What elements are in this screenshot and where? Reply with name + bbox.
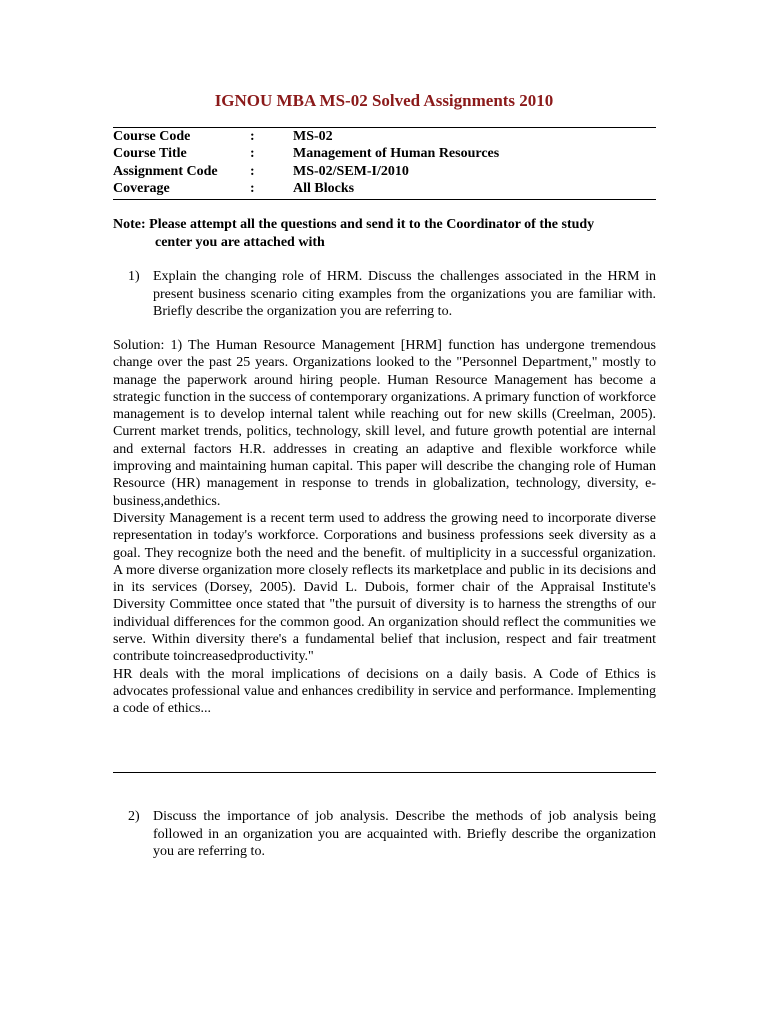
question-2-number: 2) bbox=[128, 809, 140, 824]
solution-paragraph-3: HR deals with the moral implications of decisions on a daily basis. A Code of Ethics is advocates professional value and enhances credibility in service and performance. Implementing a code of ethics... bbox=[113, 666, 656, 717]
note-line-2: center you are attached with bbox=[155, 234, 325, 250]
course-info-table bbox=[113, 128, 499, 197]
question-2-text: Discuss the importance of job analysis. Describe the methods of job analysis being followed in an organization you are acquainted with. Briefly describe the organization you are referring to. bbox=[153, 809, 656, 859]
coverage-label: Coverage bbox=[113, 180, 170, 196]
question-2 bbox=[128, 808, 656, 861]
assignment-code-label: Assignment Code bbox=[113, 163, 218, 179]
course-title-separator: : bbox=[250, 146, 255, 162]
question-1 bbox=[128, 268, 656, 321]
note bbox=[113, 216, 658, 251]
coverage-row bbox=[113, 180, 499, 197]
document-title: IGNOU MBA MS-02 Solved Assignments 2010 bbox=[214, 91, 554, 110]
course-title-row bbox=[113, 145, 499, 162]
assignment-code-row bbox=[113, 163, 499, 180]
question-1-text: Explain the changing role of HRM. Discuss the challenges associated in the HRM in present business scenario citing examples from the organizations you are familiar with. Briefly describe the organization you are referring to. bbox=[153, 269, 656, 319]
assignment-code-separator: : bbox=[250, 163, 255, 179]
course-title-value: Management of Human Resources bbox=[293, 146, 500, 162]
solution-paragraph-2: Diversity Management is a recent term used to address the growing need to incorporate diverse representation in today's workforce. Corporations and business professions seek diversity as a goal. They recognize both the need and the benefit. of multiplicity in a successful organization. A more diverse organization more closely reflects its marketplace and public in its decisions and in its services (Dorsey, 2005). David L. Dubois, former chair of the Appraisal Institute's Diversity Committee once stated that "the pursuit of diversity is to harness the strengths of our individual differences for the common good. An organization should reflect the communities we serve. Within diversity there's a fundamental belief that inclusion, respect and fair treatment contribute toincreasedproductivity." bbox=[113, 510, 656, 665]
solution-paragraph-1: Solution: 1) The Human Resource Management [HRM] function has undergone tremendous change over the past 25 years. Organizations looked to the "Personnel Department," mostly to manage the paperwork around hiring people. Human Resource Management has become a strategic function in the success of contemporary organizations. A primary function of workforce management is to develop internal talent while reaching out for new skills (Creelman, 2005). Current market trends, politics, technology, skill level, and future growth potential are internal and external factors H.R. addresses in creating an adaptive and flexible workforce while improving and maintaining human capital. This paper will describe the changing role of Human Resource (HR) management in response to trends in globalization, technology, diversity, e-business,andethics. bbox=[113, 338, 656, 509]
note-line-1: Note: Please attempt all the questions and send it to the Coordinator of the study bbox=[113, 217, 595, 232]
course-code-label: Course Code bbox=[113, 129, 191, 144]
coverage-separator: : bbox=[250, 180, 255, 196]
solution-1 bbox=[113, 337, 656, 718]
question-1-number: 1) bbox=[128, 269, 140, 284]
course-title-label: Course Title bbox=[113, 146, 187, 162]
assignment-code-value: MS-02/SEM-I/2010 bbox=[293, 163, 409, 179]
course-code-separator: : bbox=[250, 129, 255, 144]
section-divider bbox=[113, 772, 656, 773]
coverage-value: All Blocks bbox=[293, 180, 355, 196]
course-code-value: MS-02 bbox=[293, 129, 333, 144]
table-bottom-rule bbox=[113, 199, 656, 200]
course-code-row bbox=[113, 128, 499, 145]
